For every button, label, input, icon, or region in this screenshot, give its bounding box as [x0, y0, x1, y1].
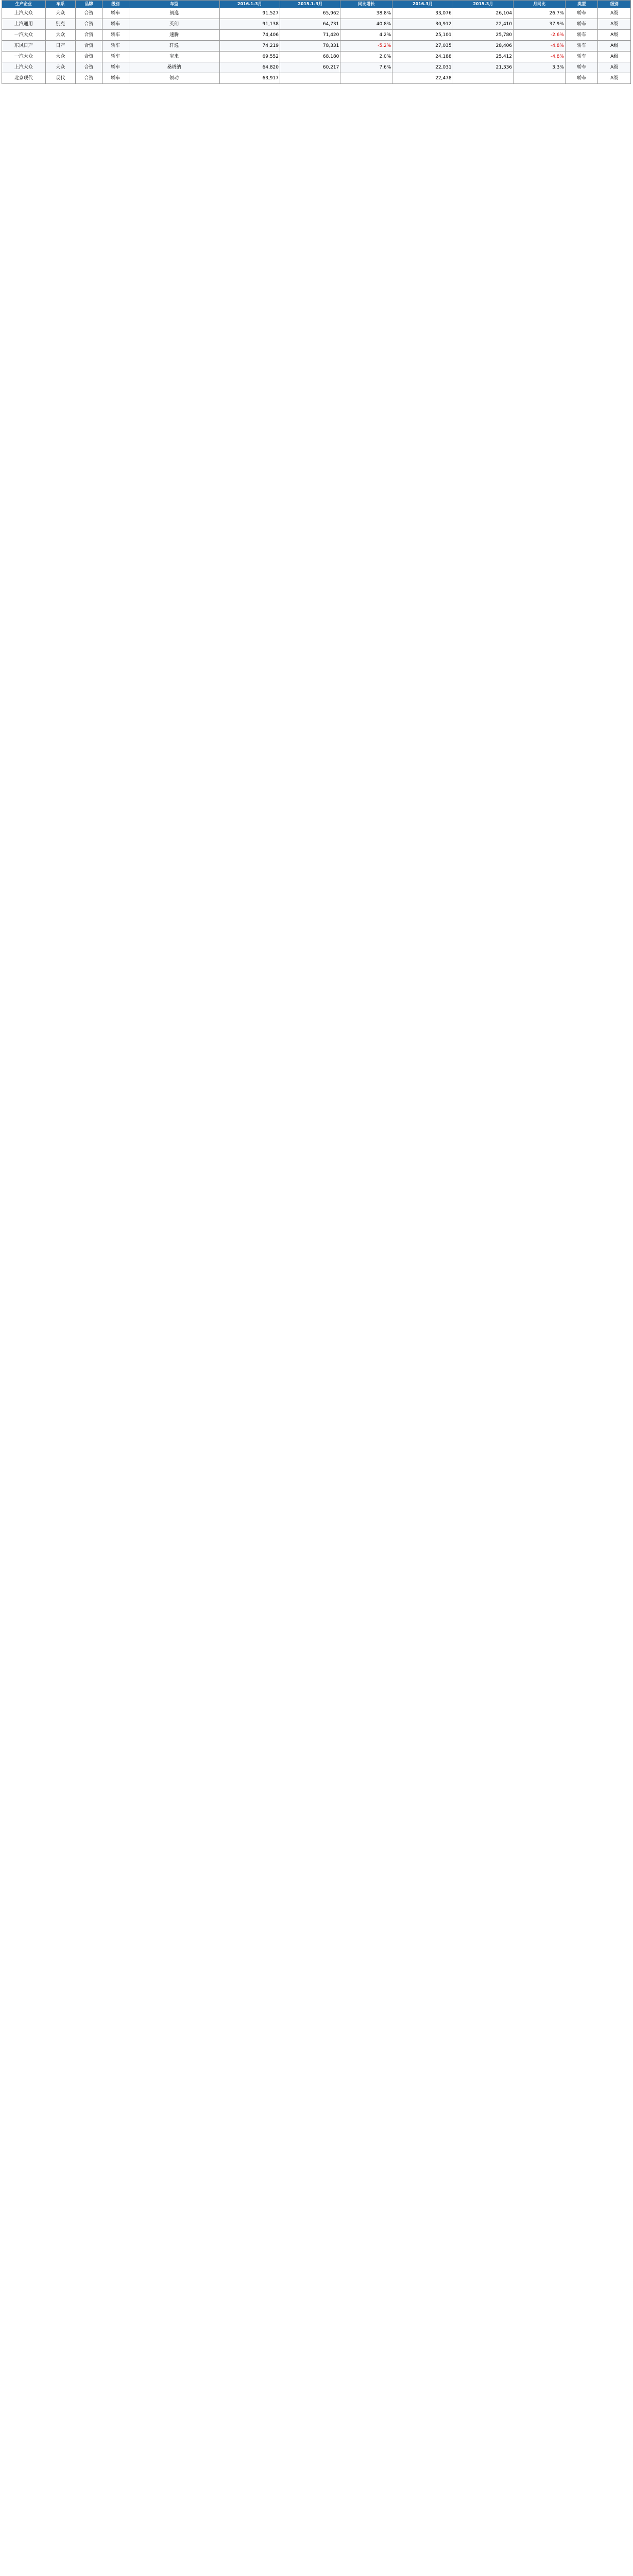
cell-month-2016: 27,035 [392, 41, 453, 52]
cell-month-growth [514, 73, 566, 84]
header-segment: 级别 [598, 1, 631, 8]
cell-brand: 合资 [76, 19, 102, 30]
cell-segment: A级 [598, 19, 631, 30]
cell-month-2016: 33,076 [392, 8, 453, 19]
cell-ytd-growth: 4.2% [340, 30, 392, 41]
cell-month-2016: 24,188 [392, 52, 453, 62]
cell-month-2016: 25,101 [392, 30, 453, 41]
cell-segment: A级 [598, 73, 631, 84]
cell-brand: 合资 [76, 52, 102, 62]
cell-type: 轿车 [566, 62, 598, 73]
header-model: 车型 [129, 1, 219, 8]
cell-month-2015: 28,406 [453, 41, 513, 52]
cell-type: 轿车 [566, 19, 598, 30]
cell-type: 轿车 [566, 8, 598, 19]
cell-ytd-growth: 38.8% [340, 8, 392, 19]
cell-ytd-growth: 40.8% [340, 19, 392, 30]
cell-model: 速腾 [129, 30, 219, 41]
cell-ytd-2015: 68,180 [280, 52, 340, 62]
cell-ytd-2016: 74,219 [219, 41, 280, 52]
cell-segment: A级 [598, 30, 631, 41]
table-row [2, 8, 631, 19]
cell-segment: A级 [598, 8, 631, 19]
cell-ytd-2015 [280, 73, 340, 84]
header-ytd-growth: 同比增长 [340, 1, 392, 8]
cell-model: 轩逸 [129, 41, 219, 52]
cell-month-2015: 26,104 [453, 8, 513, 19]
cell-month-2015: 21,336 [453, 62, 513, 73]
cell-brand: 合资 [76, 30, 102, 41]
cell-model: 英朗 [129, 19, 219, 30]
cell-maker: 北京现代 [2, 73, 46, 84]
sales-table [2, 0, 631, 84]
cell-model: 朗逸 [129, 8, 219, 19]
cell-class: 轿车 [102, 8, 129, 19]
cell-ytd-2016: 91,138 [219, 19, 280, 30]
header-month-2015: 2015.3月 [453, 1, 513, 8]
cell-type: 轿车 [566, 52, 598, 62]
cell-ytd-2015: 65,962 [280, 8, 340, 19]
cell-month-2016: 30,912 [392, 19, 453, 30]
table-row [2, 52, 631, 62]
header-maker: 生产企业 [2, 1, 46, 8]
cell-month-growth: 37.9% [514, 19, 566, 30]
cell-segment: A级 [598, 62, 631, 73]
header-brand: 品牌 [76, 1, 102, 8]
table-body [2, 8, 631, 84]
header-ytd-2015: 2015.1-3月 [280, 1, 340, 8]
cell-ytd-growth: 7.6% [340, 62, 392, 73]
cell-series: 大众 [45, 62, 76, 73]
header-series: 车系 [45, 1, 76, 8]
header-ytd-2016: 2016.1-3月 [219, 1, 280, 8]
table-row [2, 41, 631, 52]
cell-ytd-2015: 71,420 [280, 30, 340, 41]
cell-ytd-2015: 60,217 [280, 62, 340, 73]
cell-series: 现代 [45, 73, 76, 84]
cell-brand: 合资 [76, 62, 102, 73]
cell-month-growth: -4.8% [514, 52, 566, 62]
cell-series: 大众 [45, 8, 76, 19]
cell-ytd-growth [340, 73, 392, 84]
cell-ytd-growth: 2.0% [340, 52, 392, 62]
cell-brand: 合资 [76, 73, 102, 84]
header-month-growth: 月同比 [514, 1, 566, 8]
cell-class: 轿车 [102, 52, 129, 62]
cell-ytd-2016: 74,406 [219, 30, 280, 41]
table-row [2, 73, 631, 84]
cell-class: 轿车 [102, 62, 129, 73]
cell-ytd-growth: -5.2% [340, 41, 392, 52]
cell-maker: 一汽大众 [2, 30, 46, 41]
header-month-2016: 2016.3月 [392, 1, 453, 8]
cell-ytd-2015: 78,331 [280, 41, 340, 52]
cell-ytd-2016: 69,552 [219, 52, 280, 62]
cell-brand: 合资 [76, 41, 102, 52]
cell-series: 大众 [45, 52, 76, 62]
cell-model: 桑塔纳 [129, 62, 219, 73]
cell-maker: 上汽大众 [2, 62, 46, 73]
cell-maker: 上汽通用 [2, 19, 46, 30]
cell-model: 领动 [129, 73, 219, 84]
cell-class: 轿车 [102, 19, 129, 30]
cell-ytd-2016: 64,820 [219, 62, 280, 73]
cell-ytd-2016: 91,527 [219, 8, 280, 19]
cell-month-2015: 25,412 [453, 52, 513, 62]
header-class: 级别 [102, 1, 129, 8]
cell-ytd-2015: 64,731 [280, 19, 340, 30]
cell-month-2015: 25,780 [453, 30, 513, 41]
cell-type: 轿车 [566, 73, 598, 84]
cell-maker: 东风日产 [2, 41, 46, 52]
cell-month-growth: 26.7% [514, 8, 566, 19]
cell-month-2015 [453, 73, 513, 84]
header-row [2, 1, 631, 8]
cell-series: 大众 [45, 30, 76, 41]
table-row [2, 19, 631, 30]
cell-class: 轿车 [102, 41, 129, 52]
cell-month-growth: -4.8% [514, 41, 566, 52]
cell-series: 日产 [45, 41, 76, 52]
cell-month-2016: 22,031 [392, 62, 453, 73]
cell-maker: 一汽大众 [2, 52, 46, 62]
cell-month-growth: 3.3% [514, 62, 566, 73]
cell-month-2015: 22,410 [453, 19, 513, 30]
cell-maker: 上汽大众 [2, 8, 46, 19]
header-type: 类型 [566, 1, 598, 8]
cell-month-growth: -2.6% [514, 30, 566, 41]
cell-type: 轿车 [566, 30, 598, 41]
table-row [2, 30, 631, 41]
cell-ytd-2016: 63,917 [219, 73, 280, 84]
cell-class: 轿车 [102, 30, 129, 41]
cell-series: 别克 [45, 19, 76, 30]
cell-segment: A级 [598, 41, 631, 52]
cell-month-2016: 22,478 [392, 73, 453, 84]
cell-type: 轿车 [566, 41, 598, 52]
table-header [2, 1, 631, 8]
cell-model: 宝来 [129, 52, 219, 62]
cell-segment: A级 [598, 52, 631, 62]
cell-class: 轿车 [102, 73, 129, 84]
cell-brand: 合资 [76, 8, 102, 19]
table-row [2, 62, 631, 73]
